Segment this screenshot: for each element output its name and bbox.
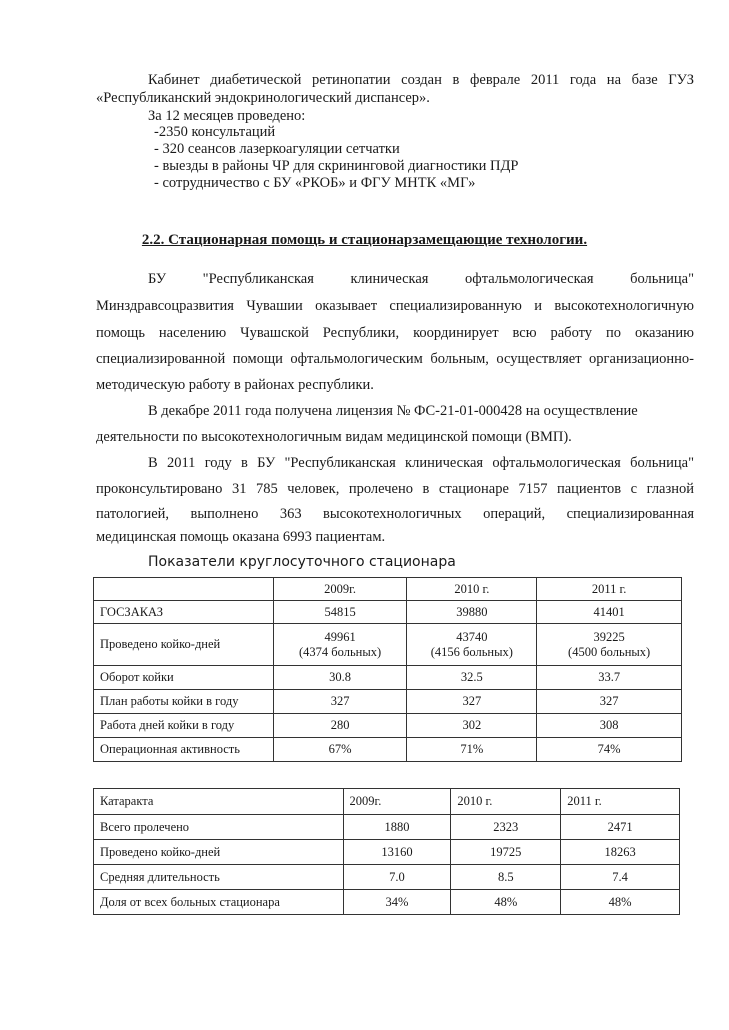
- para3-line: медицинская помощь оказана 6993 пациентам.: [96, 529, 386, 545]
- cell: 32.5: [407, 666, 537, 690]
- cell: 7.4: [561, 865, 680, 890]
- cell: 13160: [343, 840, 451, 865]
- header-cell: [94, 578, 274, 601]
- table-row: [94, 624, 682, 666]
- row-label: План работы койки в году: [94, 690, 274, 714]
- cell: 327: [537, 690, 682, 714]
- header-cell: 2011 г.: [561, 789, 680, 815]
- row-label: Проведено койко-дней: [94, 624, 274, 666]
- cell: 39880: [407, 601, 537, 624]
- cell: 67%: [273, 738, 407, 762]
- cell: [273, 624, 407, 666]
- cell: 1880: [343, 815, 451, 840]
- header-cell: 2010 г.: [451, 789, 561, 815]
- cell: 2323: [451, 815, 561, 840]
- cell-subvalue: (4374 больных): [299, 644, 382, 659]
- cell: 2471: [561, 815, 680, 840]
- cell: 302: [407, 714, 537, 738]
- cataract-table: [93, 788, 680, 915]
- table-row: [94, 666, 682, 690]
- table-caption: Показатели круглосуточного стационара: [148, 554, 456, 570]
- cell: 30.8: [273, 666, 407, 690]
- cell: 18263: [561, 840, 680, 865]
- para2-line: В декабре 2011 года получена лицензия № ФС-21-01-000428 на осуществление: [148, 403, 638, 419]
- cell: 7.0: [343, 865, 451, 890]
- header-cell: 2009г.: [343, 789, 451, 815]
- cell-value: 39225: [593, 629, 625, 644]
- intro-line-2: «Республиканский эндокринологический диспансер».: [96, 90, 430, 106]
- cell: 71%: [407, 738, 537, 762]
- intro-item: - выезды в районы ЧР для скрининговой диагностики ПДР: [154, 158, 519, 174]
- cell: 8.5: [451, 865, 561, 890]
- header-cell: Катаракта: [94, 789, 344, 815]
- cell: 280: [273, 714, 407, 738]
- header-cell: 2009г.: [273, 578, 407, 601]
- cell: 34%: [343, 890, 451, 915]
- intro-item: -2350 консультаций: [154, 124, 276, 140]
- intro-line-3: За 12 месяцев проведено:: [148, 108, 306, 124]
- row-label: ГОСЗАКАЗ: [94, 601, 274, 624]
- section-title: 2.2. Стационарная помощь и стационарзамещающие технологии.: [141, 232, 588, 248]
- cell: 48%: [561, 890, 680, 915]
- cell: 33.7: [537, 666, 682, 690]
- table-row: [94, 601, 682, 624]
- row-label: Оборот койки: [94, 666, 274, 690]
- table-header-row: [94, 578, 682, 601]
- table-row: [94, 865, 680, 890]
- cell: 327: [273, 690, 407, 714]
- row-label: Доля от всех больных стационара: [94, 890, 344, 915]
- header-cell: 2011 г.: [537, 578, 682, 601]
- row-label: Всего пролечено: [94, 815, 344, 840]
- row-label: Средняя длительность: [94, 865, 344, 890]
- table-row: [94, 738, 682, 762]
- cell: 48%: [451, 890, 561, 915]
- intro-line-1: Кабинет диабетической ретинопатии создан в феврале 2011 года на базе ГУЗ: [148, 72, 694, 88]
- para1-line: специализированной помощи офтальмологическим больным, осуществляет организационно-: [96, 351, 694, 367]
- para1-line: БУ "Республиканская клиническая офтальмологическая больница": [148, 271, 694, 287]
- cell: [407, 624, 537, 666]
- header-cell: 2010 г.: [407, 578, 537, 601]
- table-row: [94, 714, 682, 738]
- para3-line: проконсультировано 31 785 человек, пролечено в стационаре 7157 пациентов с глазной: [96, 481, 694, 497]
- table-row: [94, 690, 682, 714]
- para3-line: патологией, выполнено 363 высокотехнологичных операций, специализированная: [96, 506, 694, 522]
- cell: 54815: [273, 601, 407, 624]
- cell: 19725: [451, 840, 561, 865]
- para3-line: В 2011 году в БУ "Республиканская клиническая офтальмологическая больница": [148, 455, 694, 471]
- cell: [537, 624, 682, 666]
- inpatient-table: [93, 577, 682, 762]
- row-label: Операционная активность: [94, 738, 274, 762]
- cell: 74%: [537, 738, 682, 762]
- cell-value: 49961: [324, 629, 356, 644]
- cell-subvalue: (4156 больных): [430, 644, 513, 659]
- para2-line: деятельности по высокотехнологичным видам медицинской помощи (ВМП).: [96, 429, 572, 445]
- para1-line: помощь населению Чувашской Республики, координирует всю работу по оказанию: [96, 325, 694, 341]
- cell: 308: [537, 714, 682, 738]
- table-row: [94, 840, 680, 865]
- para1-line: методическую работу в районах республики.: [96, 377, 374, 393]
- row-label: Проведено койко-дней: [94, 840, 344, 865]
- cell-value: 43740: [456, 629, 488, 644]
- cell: 41401: [537, 601, 682, 624]
- table-header-row: [94, 789, 680, 815]
- intro-item: - сотрудничество с БУ «РКОБ» и ФГУ МНТК «МГ»: [154, 175, 476, 191]
- table-row: [94, 890, 680, 915]
- cell-subvalue: (4500 больных): [568, 644, 651, 659]
- intro-item: - 320 сеансов лазеркоагуляции сетчатки: [154, 141, 400, 157]
- table-row: [94, 815, 680, 840]
- cell: 327: [407, 690, 537, 714]
- row-label: Работа дней койки в году: [94, 714, 274, 738]
- para1-line: Минздравсоцразвития Чувашии оказывает специализированную и высокотехнологичную: [96, 298, 694, 314]
